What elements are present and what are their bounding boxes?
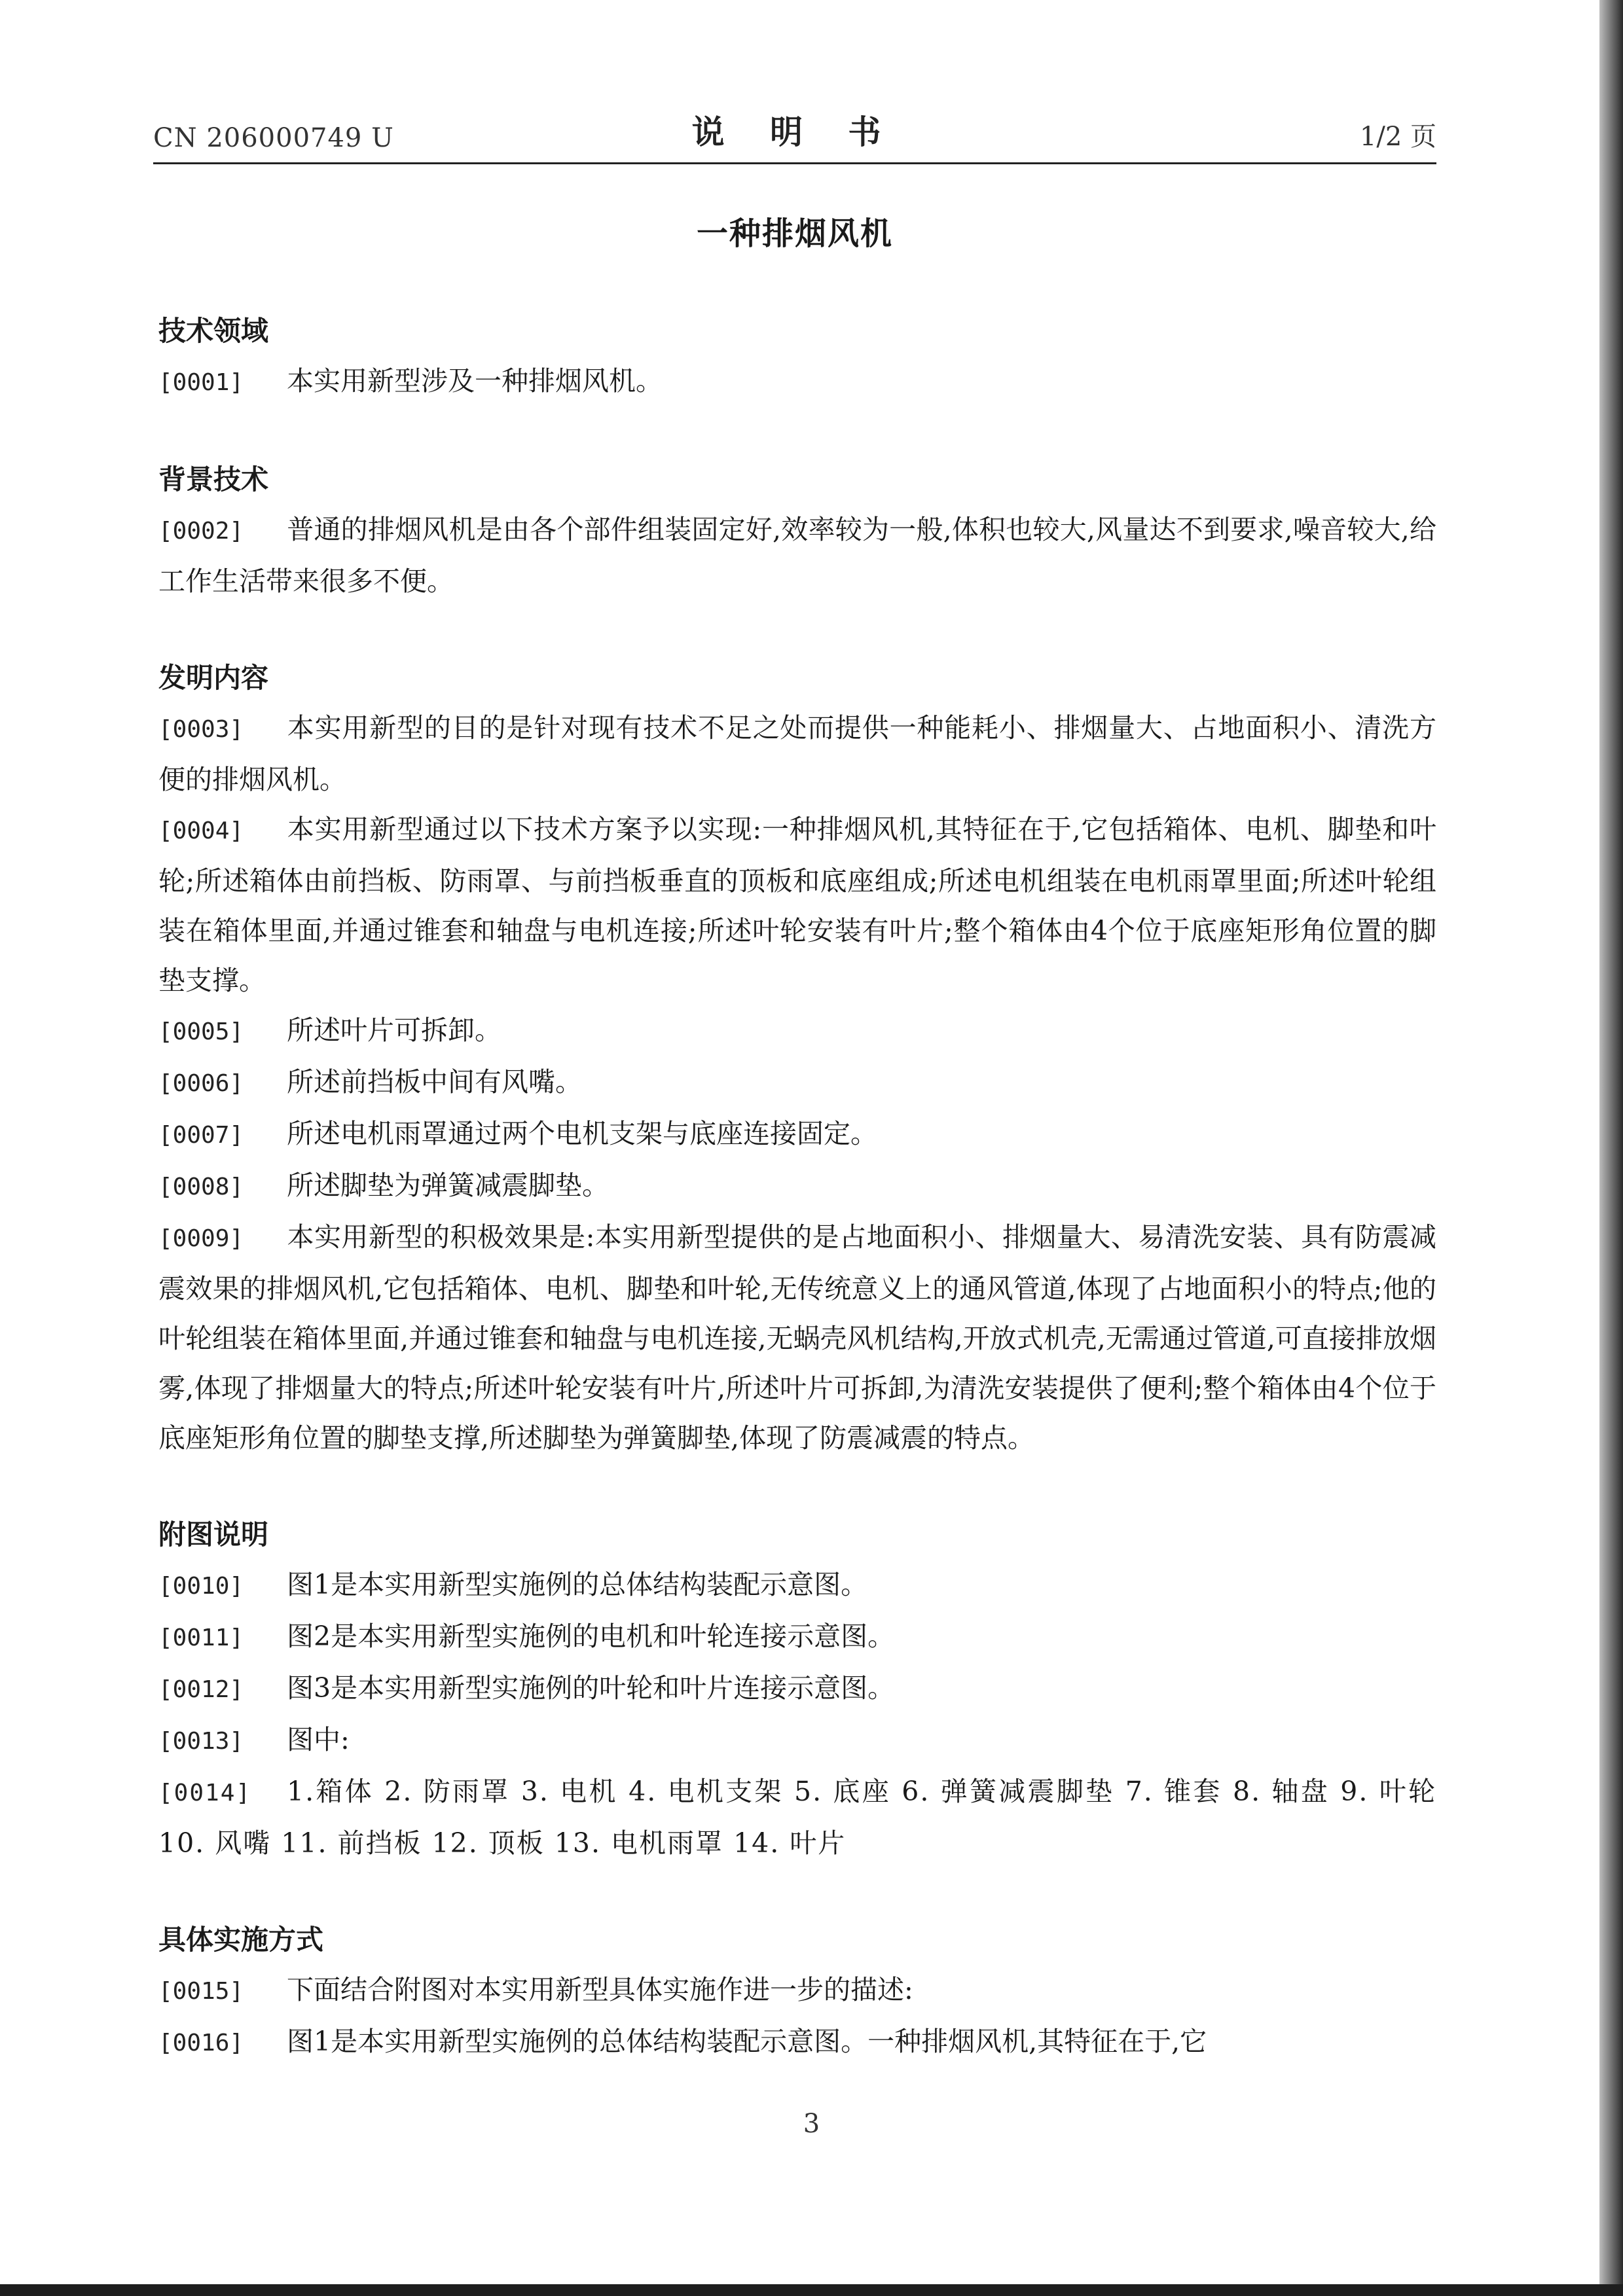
paragraph (158, 804, 1436, 1005)
paragraph (158, 1212, 1436, 1463)
paragraph-text: 所述叶片可拆卸。 (287, 1014, 501, 1046)
paragraph (158, 505, 1436, 606)
paragraph-text: 下面结合附图对本实用新型具体实施作进一步的描述: (287, 1974, 913, 2005)
paragraph (158, 1109, 1436, 1160)
publication-number: CN 206000749 U (153, 123, 394, 153)
section-drawings (158, 1510, 1436, 1868)
paragraph-text: 图中: (287, 1724, 350, 1755)
paragraph-text: 图1是本实用新型实施例的总体结构装配示意图。 (287, 1569, 868, 1600)
document-type: 说 明 书 (691, 113, 898, 151)
document-body (158, 306, 1436, 2068)
document-title: 一种排烟风机 (696, 215, 893, 252)
paragraph-text: 本实用新型的积极效果是:本实用新型提供的是占地面积小、排烟量大、易清洗安装、具有防震减震效果的排烟风机,它包括箱体、电机、脚垫和叶轮,无传统意义上的通风管道,体现了占地面积小的特点;他的叶轮组装在箱体里面,并通过锥套和轴盘与电机连接,无蜗壳风机结构,开放式机壳,无需通过管道,可直接排放烟雾,体现了排烟量大的特点;所述叶轮安装有叶片,所述叶片可拆卸,为清洗安装提供了便利;整个箱体由4个位于底座矩形角位置的脚垫支撑,所述脚垫为弹簧脚垫,体现了防震减震的特点。 (158, 1221, 1436, 1454)
paragraph-text: 图2是本实用新型实施例的电机和叶轮连接示意图。 (287, 1621, 895, 1652)
paragraph-number: [0007] (158, 1122, 244, 1149)
paragraph-number: [0016] (158, 2030, 244, 2056)
paragraph-number: [0002] (158, 518, 244, 545)
page-indicator: 1/2 页 (1359, 122, 1436, 152)
paragraph (158, 1965, 1436, 2017)
paragraph (158, 1767, 1436, 1868)
page-header (153, 98, 1436, 164)
paragraph-number: [0012] (158, 1676, 244, 1703)
section-heading: 技术领域 (158, 315, 269, 347)
paragraph (158, 1005, 1436, 1057)
section-embodiment (158, 1915, 1436, 2068)
paragraph (158, 1560, 1436, 1611)
paragraph (158, 1611, 1436, 1663)
paragraph-number: [0011] (158, 1624, 244, 1651)
paragraph (158, 1663, 1436, 1715)
paragraph (158, 2017, 1436, 2068)
paragraph-text: 所述脚垫为弹簧减震脚垫。 (287, 1170, 609, 1201)
paragraph-number: [0009] (158, 1225, 244, 1252)
paragraph-number: [0001] (158, 369, 244, 396)
section-technical-field (158, 306, 1436, 408)
section-heading: 具体实施方式 (158, 1924, 324, 1956)
paragraph-number: [0013] (158, 1728, 244, 1755)
paragraph-number: [0008] (158, 1174, 244, 1200)
paragraph-text: 普通的排烟风机是由各个部件组装固定好,效率较为一般,体积也较大,风量达不到要求,噪音较大,给工作生活带来很多不便。 (158, 514, 1436, 597)
scan-edge-right (1599, 0, 1623, 2296)
paragraph (158, 356, 1436, 408)
paragraph-number: [0006] (158, 1070, 244, 1097)
paragraph-text: 本实用新型的目的是针对现有技术不足之处而提供一种能耗小、排烟量大、占地面积小、清洗方便的排烟风机。 (158, 712, 1436, 795)
scan-edge-bottom (0, 2284, 1623, 2296)
page-number: 3 (803, 2109, 820, 2139)
paragraph-number: [0003] (158, 716, 244, 743)
paragraph-text: 图1是本实用新型实施例的总体结构装配示意图。一种排烟风机,其特征在于,它 (287, 2026, 1207, 2057)
paragraph-number: [0005] (158, 1018, 244, 1045)
section-background (158, 455, 1436, 606)
section-heading: 背景技术 (158, 463, 269, 495)
paragraph-number: [0015] (158, 1978, 244, 2005)
paragraph (158, 1715, 1436, 1767)
paragraph (158, 703, 1436, 804)
paragraph-number: [0014] (158, 1780, 252, 1806)
paragraph-text: 所述电机雨罩通过两个电机支架与底座连接固定。 (287, 1118, 877, 1149)
paragraph-text: 本实用新型通过以下技术方案予以实现:一种排烟风机,其特征在于,它包括箱体、电机、脚垫和叶轮;所述箱体由前挡板、防雨罩、与前挡板垂直的顶板和底座组成;所述电机组装在电机雨罩里面;所述叶轮组装在箱体里面,并通过锥套和轴盘与电机连接;所述叶轮安装有叶片;整个箱体由4个位于底座矩形角位置的脚垫支撑。 (158, 814, 1436, 996)
paragraph-number: [0004] (158, 817, 244, 844)
section-summary (158, 653, 1436, 1463)
paragraph (158, 1160, 1436, 1212)
paragraph-text: 本实用新型涉及一种排烟风机。 (287, 365, 663, 397)
paragraph (158, 1057, 1436, 1109)
paragraph-text: 图3是本实用新型实施例的叶轮和叶片连接示意图。 (287, 1672, 895, 1704)
paragraph-text: 1.箱体 2. 防雨罩 3. 电机 4. 电机支架 5. 底座 6. 弹簧减震脚垫 7. 锥套 8. 轴盘 9. 叶轮 10. 风嘴 11. 前挡板 12. 顶板 13. 电机雨罩 14. 叶片 (158, 1776, 1436, 1859)
paragraph-number: [0010] (158, 1573, 244, 1600)
section-heading: 发明内容 (158, 662, 269, 694)
paragraph-text: 所述前挡板中间有风嘴。 (287, 1066, 582, 1098)
section-heading: 附图说明 (158, 1518, 269, 1551)
